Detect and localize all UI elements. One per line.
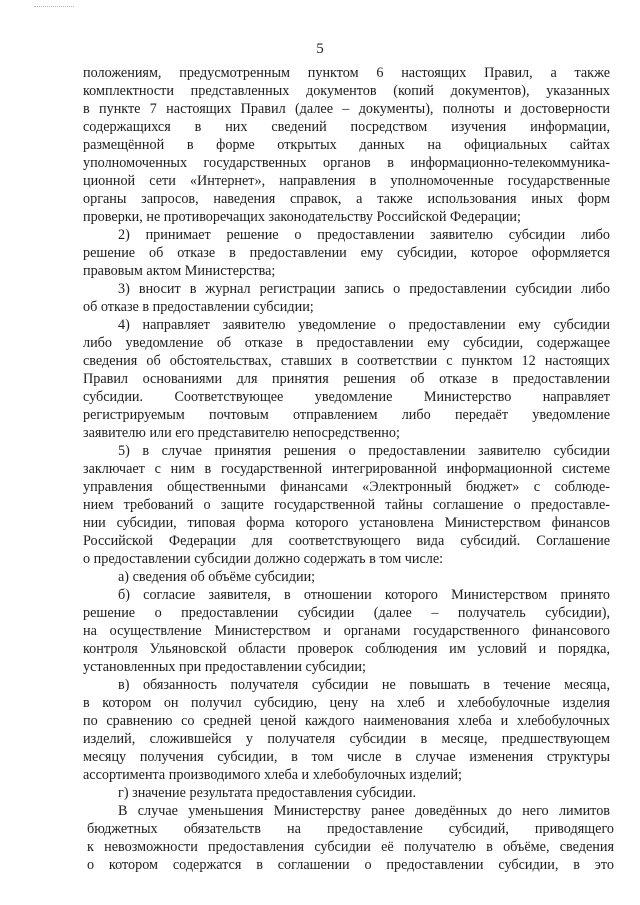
text-line: субсидии. Соответствующее уведомление Министерство направляет: [83, 389, 610, 405]
text-line: Правил основаниями для принятия решения об отказе в предоставлении: [83, 371, 610, 387]
text-line: заключает с ним в государственной интегрированной информационной системе: [83, 461, 610, 477]
text-line: а) сведения об объёме субсидии;: [118, 569, 316, 585]
scan-artifact: [34, 6, 74, 7]
text-line: Российской Федерации для соответствующего вида субсидий. Соглашение: [83, 533, 610, 549]
text-line: регистрируемым почтовым отправлением либо передаёт уведомление: [83, 407, 610, 423]
text-line: 5) в случае принятия решения о предоставлении заявителю субсидии: [118, 443, 610, 459]
text-line: на осуществление Министерством и органами государственного финансового: [83, 623, 610, 639]
text-line: к невозможности предоставления субсидии её получателю в объёме, сведения: [87, 839, 614, 855]
text-line: в) обязанность получателя субсидии не повышать в течение месяца,: [118, 677, 610, 693]
text-line: о предоставлении субсидии должно содержать в том числе:: [83, 551, 444, 567]
text-line: 3) вносит в журнал регистрации запись о предоставлении субсидии либо: [118, 281, 610, 297]
text-line: либо уведомление об отказе в предоставлении ему субсидии, содержащее: [83, 335, 610, 351]
text-line: 4) направляет заявителю уведомление о предоставлении ему субсидии: [118, 317, 610, 333]
text-line: б) согласие заявителя, в отношении которого Министерством принято: [118, 587, 610, 603]
text-line: в котором он получил субсидию, цену на хлеб и хлебобулочные изделия: [83, 695, 610, 711]
text-line: бюджетных обязательств на предоставление субсидий, приводящего: [87, 821, 614, 837]
text-line: 2) принимает решение о предоставлении заявителю субсидии либо: [118, 227, 610, 243]
text-line: правовым актом Министерства;: [83, 263, 276, 279]
text-line: о котором содержатся в соглашении о предоставлении субсидии, в это: [87, 857, 614, 873]
text-line: установленных при предоставлении субсидии;: [83, 659, 366, 675]
text-line: нии субсидии, типовая форма которого установлена Министерством финансов: [83, 515, 610, 531]
text-line: изделий, сложившейся у получателя субсидии в месяце, предшествующем: [83, 731, 610, 747]
text-line: уполномоченных государственных органов в информационно-телекоммуника-: [83, 155, 610, 171]
text-line: содержащихся в них сведений посредством изучения информации,: [83, 119, 610, 135]
text-line: заявителю или его представителю непосредственно;: [83, 425, 400, 441]
text-line: комплектности представленных документов (копий документов), указанных: [83, 83, 610, 99]
text-line: органы запросов, наведения справок, а также использования иных форм: [83, 191, 610, 207]
text-line: по сравнению со средней ценой каждого наименования хлеба и хлебобулочных: [83, 713, 610, 729]
text-line: в пункте 7 настоящих Правил (далее – документы), полноты и достоверности: [83, 101, 610, 117]
text-line: размещённой в форме открытых данных на официальных сайтах: [83, 137, 610, 153]
text-line: нием требований о защите государственной тайны соглашение о предоставле-: [83, 497, 610, 513]
text-line: ционной сети «Интернет», направления в уполномоченные государственные: [83, 173, 610, 189]
page-number: 5: [316, 41, 324, 57]
text-line: сведения об обстоятельствах, ставших в соответствии с пунктом 12 настоящих: [83, 353, 610, 369]
text-line: проверки, не противоречащих законодательству Российской Федерации;: [83, 209, 521, 225]
text-line: решение об отказе в предоставлении ему субсидии, которое оформляется: [83, 245, 610, 261]
text-line: В случае уменьшения Министерству ранее доведённых до него лимитов: [118, 803, 610, 819]
text-line: ассортимента производимого хлеба и хлебобулочных изделий;: [83, 767, 462, 783]
text-line: г) значение результата предоставления субсидии.: [118, 785, 416, 801]
text-line: решение о предоставлении субсидии (далее – получатель субсидии),: [83, 605, 610, 621]
text-line: положениям, предусмотренным пунктом 6 настоящих Правил, а также: [83, 65, 610, 81]
text-line: управления общественными финансами «Электронный бюджет» с соблюде-: [83, 479, 610, 495]
text-line: месяцу получения субсидии, в том числе в случае изменения структуры: [83, 749, 610, 765]
text-line: об отказе в предоставлении субсидии;: [83, 299, 314, 315]
text-line: контроля Ульяновской области проверок соблюдения им условий и порядка,: [83, 641, 610, 657]
